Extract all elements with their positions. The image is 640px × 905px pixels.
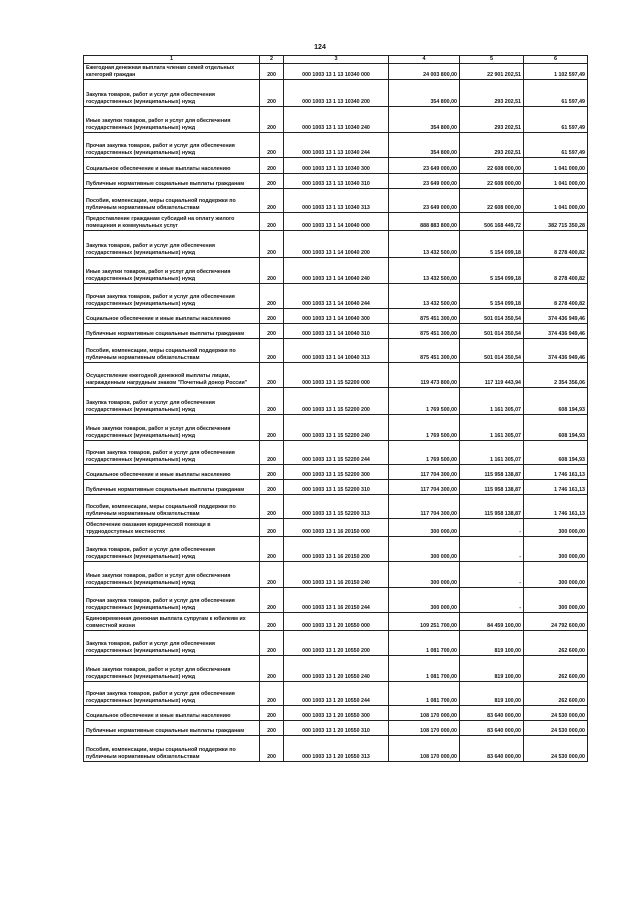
row-approved-amount: 354 800,00 bbox=[389, 107, 460, 133]
row-admin-code: 200 bbox=[260, 656, 284, 682]
row-admin-code: 200 bbox=[260, 519, 284, 537]
row-admin-code: 200 bbox=[260, 80, 284, 107]
row-approved-amount: 300 000,00 bbox=[389, 519, 460, 537]
row-unexecuted-amount: 1 102 597,49 bbox=[524, 64, 588, 80]
row-admin-code: 200 bbox=[260, 388, 284, 415]
row-approved-amount: 354 800,00 bbox=[389, 133, 460, 158]
row-executed-amount: 5 154 099,18 bbox=[460, 231, 524, 258]
row-name: Прочая закупка товаров, работ и услуг для обеспечения государственных (муниципальных) нужд bbox=[84, 682, 260, 706]
row-budget-code: 000 1003 13 1 15 52200 310 bbox=[284, 480, 389, 495]
row-budget-code: 000 1003 13 1 13 10340 300 bbox=[284, 158, 389, 174]
table-row bbox=[84, 706, 588, 721]
row-budget-code: 000 1003 13 1 14 10040 240 bbox=[284, 258, 389, 284]
row-executed-amount: - bbox=[460, 537, 524, 562]
row-approved-amount: 1 769 500,00 bbox=[389, 388, 460, 415]
row-admin-code: 200 bbox=[260, 284, 284, 309]
column-header: 5 bbox=[460, 56, 524, 64]
table-row bbox=[84, 80, 588, 107]
row-approved-amount: 109 251 700,00 bbox=[389, 613, 460, 631]
table-row bbox=[84, 631, 588, 656]
row-budget-code: 000 1003 13 1 16 20150 000 bbox=[284, 519, 389, 537]
row-name: Закупка товаров, работ и услуг для обеспечения государственных (муниципальных) нужд bbox=[84, 537, 260, 562]
row-admin-code: 200 bbox=[260, 309, 284, 324]
row-executed-amount: 115 958 138,87 bbox=[460, 480, 524, 495]
row-executed-amount: 819 100,00 bbox=[460, 631, 524, 656]
table-row bbox=[84, 339, 588, 363]
row-approved-amount: 117 704 300,00 bbox=[389, 465, 460, 480]
table-row bbox=[84, 656, 588, 682]
row-executed-amount: 293 202,51 bbox=[460, 107, 524, 133]
row-admin-code: 200 bbox=[260, 363, 284, 388]
row-budget-code: 000 1003 13 1 20 10550 244 bbox=[284, 682, 389, 706]
table-row bbox=[84, 133, 588, 158]
row-admin-code: 200 bbox=[260, 495, 284, 519]
row-unexecuted-amount: 262 600,00 bbox=[524, 631, 588, 656]
table-row bbox=[84, 588, 588, 613]
row-budget-code: 000 1003 13 1 15 52200 244 bbox=[284, 441, 389, 465]
row-budget-code: 000 1003 13 1 16 20150 240 bbox=[284, 562, 389, 588]
row-unexecuted-amount: 24 530 000,00 bbox=[524, 736, 588, 762]
row-unexecuted-amount: 300 000,00 bbox=[524, 519, 588, 537]
row-budget-code: 000 1003 13 1 15 52200 000 bbox=[284, 363, 389, 388]
row-unexecuted-amount: 8 278 400,82 bbox=[524, 258, 588, 284]
row-unexecuted-amount: 1 041 000,00 bbox=[524, 189, 588, 213]
row-approved-amount: 117 704 300,00 bbox=[389, 495, 460, 519]
row-admin-code: 200 bbox=[260, 324, 284, 339]
row-approved-amount: 24 003 800,00 bbox=[389, 64, 460, 80]
table-row bbox=[84, 613, 588, 631]
row-executed-amount: 117 119 443,94 bbox=[460, 363, 524, 388]
table-row bbox=[84, 682, 588, 706]
row-unexecuted-amount: 300 000,00 bbox=[524, 562, 588, 588]
row-name: Пособия, компенсации, меры социальной поддержки по публичным нормативным обязательствам bbox=[84, 495, 260, 519]
row-executed-amount: 115 958 138,87 bbox=[460, 465, 524, 480]
table-row bbox=[84, 480, 588, 495]
row-unexecuted-amount: 24 530 000,00 bbox=[524, 706, 588, 721]
row-name: Публичные нормативные социальные выплаты гражданам bbox=[84, 721, 260, 736]
row-unexecuted-amount: 24 792 600,00 bbox=[524, 613, 588, 631]
row-name: Социальное обеспечение и иные выплаты населению bbox=[84, 465, 260, 480]
table-row bbox=[84, 562, 588, 588]
table-row bbox=[84, 721, 588, 736]
row-name: Иные закупки товаров, работ и услуг для обеспечения государственных (муниципальных) нужд bbox=[84, 107, 260, 133]
row-name: Иные закупки товаров, работ и услуг для обеспечения государственных (муниципальных) нужд bbox=[84, 562, 260, 588]
row-unexecuted-amount: 61 597,49 bbox=[524, 107, 588, 133]
row-executed-amount: - bbox=[460, 519, 524, 537]
row-unexecuted-amount: 262 600,00 bbox=[524, 682, 588, 706]
table-row bbox=[84, 231, 588, 258]
row-name: Закупка товаров, работ и услуг для обеспечения государственных (муниципальных) нужд bbox=[84, 231, 260, 258]
row-name: Социальное обеспечение и иные выплаты населению bbox=[84, 706, 260, 721]
table-row bbox=[84, 64, 588, 80]
row-unexecuted-amount: 1 746 161,13 bbox=[524, 480, 588, 495]
row-approved-amount: 117 704 300,00 bbox=[389, 480, 460, 495]
row-admin-code: 200 bbox=[260, 721, 284, 736]
row-name: Социальное обеспечение и иные выплаты населению bbox=[84, 309, 260, 324]
row-admin-code: 200 bbox=[260, 562, 284, 588]
row-name: Прочая закупка товаров, работ и услуг для обеспечения государственных (муниципальных) нужд bbox=[84, 133, 260, 158]
row-admin-code: 200 bbox=[260, 537, 284, 562]
row-approved-amount: 300 000,00 bbox=[389, 588, 460, 613]
row-unexecuted-amount: 61 597,49 bbox=[524, 80, 588, 107]
row-budget-code: 000 1003 13 1 16 20150 200 bbox=[284, 537, 389, 562]
page-number: 124 bbox=[314, 44, 326, 51]
row-approved-amount: 23 649 000,00 bbox=[389, 189, 460, 213]
row-budget-code: 000 1003 13 1 16 20150 244 bbox=[284, 588, 389, 613]
table-row bbox=[84, 736, 588, 762]
row-budget-code: 000 1003 13 1 13 10340 313 bbox=[284, 189, 389, 213]
table-row bbox=[84, 441, 588, 465]
table-row bbox=[84, 388, 588, 415]
column-number-row bbox=[84, 56, 588, 64]
row-unexecuted-amount: 608 194,93 bbox=[524, 388, 588, 415]
row-executed-amount: 22 901 202,51 bbox=[460, 64, 524, 80]
row-name: Прочая закупка товаров, работ и услуг для обеспечения государственных (муниципальных) нужд bbox=[84, 284, 260, 309]
column-header: 1 bbox=[84, 56, 260, 64]
row-budget-code: 000 1003 13 1 15 52200 240 bbox=[284, 415, 389, 441]
row-name: Публичные нормативные социальные выплаты гражданам bbox=[84, 480, 260, 495]
row-budget-code: 000 1003 13 1 20 10550 240 bbox=[284, 656, 389, 682]
row-approved-amount: 300 000,00 bbox=[389, 537, 460, 562]
row-executed-amount: 501 014 350,54 bbox=[460, 324, 524, 339]
row-name: Единовременная денежная выплата супругам к юбилеям их совместной жизни bbox=[84, 613, 260, 631]
row-name: Иные закупки товаров, работ и услуг для обеспечения государственных (муниципальных) нужд bbox=[84, 258, 260, 284]
row-unexecuted-amount: 608 194,93 bbox=[524, 415, 588, 441]
row-budget-code: 000 1003 13 1 14 10040 300 bbox=[284, 309, 389, 324]
row-unexecuted-amount: 608 194,93 bbox=[524, 441, 588, 465]
row-admin-code: 200 bbox=[260, 480, 284, 495]
table-row bbox=[84, 324, 588, 339]
row-name: Прочая закупка товаров, работ и услуг для обеспечения государственных (муниципальных) нужд bbox=[84, 441, 260, 465]
table-row bbox=[84, 465, 588, 480]
table-row bbox=[84, 519, 588, 537]
row-name: Обеспечение оказания юридической помощи в труднодоступных местностях bbox=[84, 519, 260, 537]
row-executed-amount: 1 161 305,07 bbox=[460, 441, 524, 465]
row-unexecuted-amount: 1 746 161,13 bbox=[524, 495, 588, 519]
row-executed-amount: 83 640 000,00 bbox=[460, 721, 524, 736]
row-executed-amount: 506 168 449,72 bbox=[460, 213, 524, 231]
row-executed-amount: 22 608 000,00 bbox=[460, 158, 524, 174]
row-approved-amount: 1 081 700,00 bbox=[389, 656, 460, 682]
row-name: Пособия, компенсации, меры социальной поддержки по публичным нормативным обязательствам bbox=[84, 189, 260, 213]
row-approved-amount: 108 170 000,00 bbox=[389, 736, 460, 762]
row-name: Ежегодная денежная выплата членам семей отдельных категорий граждан bbox=[84, 64, 260, 80]
row-approved-amount: 13 432 500,00 bbox=[389, 231, 460, 258]
row-executed-amount: - bbox=[460, 588, 524, 613]
row-unexecuted-amount: 374 436 949,46 bbox=[524, 339, 588, 363]
table-row bbox=[84, 258, 588, 284]
row-unexecuted-amount: 24 530 000,00 bbox=[524, 721, 588, 736]
row-budget-code: 000 1003 13 1 14 10040 000 bbox=[284, 213, 389, 231]
row-budget-code: 000 1003 13 1 15 52200 200 bbox=[284, 388, 389, 415]
row-approved-amount: 119 473 800,00 bbox=[389, 363, 460, 388]
row-budget-code: 000 1003 13 1 20 10550 310 bbox=[284, 721, 389, 736]
row-executed-amount: 1 161 305,07 bbox=[460, 415, 524, 441]
budget-execution-table bbox=[83, 55, 588, 762]
row-admin-code: 200 bbox=[260, 213, 284, 231]
row-budget-code: 000 1003 13 1 13 10340 240 bbox=[284, 107, 389, 133]
table-row bbox=[84, 363, 588, 388]
row-unexecuted-amount: 262 600,00 bbox=[524, 656, 588, 682]
row-executed-amount: - bbox=[460, 562, 524, 588]
row-executed-amount: 84 459 100,00 bbox=[460, 613, 524, 631]
row-admin-code: 200 bbox=[260, 189, 284, 213]
row-executed-amount: 501 014 350,54 bbox=[460, 339, 524, 363]
row-unexecuted-amount: 8 278 400,82 bbox=[524, 284, 588, 309]
table-row bbox=[84, 537, 588, 562]
row-name: Прочая закупка товаров, работ и услуг для обеспечения государственных (муниципальных) нужд bbox=[84, 588, 260, 613]
table-row bbox=[84, 107, 588, 133]
row-budget-code: 000 1003 13 1 20 10550 300 bbox=[284, 706, 389, 721]
row-executed-amount: 83 640 000,00 bbox=[460, 736, 524, 762]
row-executed-amount: 22 608 000,00 bbox=[460, 189, 524, 213]
row-name: Предоставление гражданам субсидий на оплату жилого помещения и коммунальных услуг bbox=[84, 213, 260, 231]
row-approved-amount: 300 000,00 bbox=[389, 562, 460, 588]
table-row bbox=[84, 309, 588, 324]
row-budget-code: 000 1003 13 1 20 10550 200 bbox=[284, 631, 389, 656]
row-executed-amount: 115 958 138,87 bbox=[460, 495, 524, 519]
row-unexecuted-amount: 300 000,00 bbox=[524, 588, 588, 613]
row-unexecuted-amount: 382 715 350,28 bbox=[524, 213, 588, 231]
row-approved-amount: 23 649 000,00 bbox=[389, 174, 460, 189]
row-budget-code: 000 1003 13 1 14 10040 310 bbox=[284, 324, 389, 339]
table-row bbox=[84, 158, 588, 174]
row-name: Закупка товаров, работ и услуг для обеспечения государственных (муниципальных) нужд bbox=[84, 388, 260, 415]
row-unexecuted-amount: 1 041 000,00 bbox=[524, 158, 588, 174]
row-executed-amount: 1 161 305,07 bbox=[460, 388, 524, 415]
row-budget-code: 000 1003 13 1 13 10340 000 bbox=[284, 64, 389, 80]
row-approved-amount: 354 800,00 bbox=[389, 80, 460, 107]
table-row bbox=[84, 415, 588, 441]
row-unexecuted-amount: 8 278 400,82 bbox=[524, 231, 588, 258]
table-row bbox=[84, 213, 588, 231]
row-budget-code: 000 1003 13 1 20 10550 313 bbox=[284, 736, 389, 762]
row-unexecuted-amount: 1 746 161,13 bbox=[524, 465, 588, 480]
row-approved-amount: 13 432 500,00 bbox=[389, 258, 460, 284]
row-admin-code: 200 bbox=[260, 682, 284, 706]
row-executed-amount: 293 202,51 bbox=[460, 80, 524, 107]
row-unexecuted-amount: 300 000,00 bbox=[524, 537, 588, 562]
row-approved-amount: 875 451 300,00 bbox=[389, 339, 460, 363]
row-name: Пособия, компенсации, меры социальной поддержки по публичным нормативным обязательствам bbox=[84, 736, 260, 762]
row-unexecuted-amount: 1 041 000,00 bbox=[524, 174, 588, 189]
row-admin-code: 200 bbox=[260, 415, 284, 441]
column-header: 2 bbox=[260, 56, 284, 64]
row-approved-amount: 108 170 000,00 bbox=[389, 706, 460, 721]
row-budget-code: 000 1003 13 1 13 10340 244 bbox=[284, 133, 389, 158]
row-name: Иные закупки товаров, работ и услуг для обеспечения государственных (муниципальных) нужд bbox=[84, 415, 260, 441]
table-row bbox=[84, 189, 588, 213]
row-budget-code: 000 1003 13 1 14 10040 244 bbox=[284, 284, 389, 309]
row-budget-code: 000 1003 13 1 15 52200 300 bbox=[284, 465, 389, 480]
row-executed-amount: 819 100,00 bbox=[460, 656, 524, 682]
row-approved-amount: 108 170 000,00 bbox=[389, 721, 460, 736]
row-admin-code: 200 bbox=[260, 441, 284, 465]
row-name: Закупка товаров, работ и услуг для обеспечения государственных (муниципальных) нужд bbox=[84, 80, 260, 107]
row-approved-amount: 13 432 500,00 bbox=[389, 284, 460, 309]
column-header: 3 bbox=[284, 56, 389, 64]
row-admin-code: 200 bbox=[260, 588, 284, 613]
row-executed-amount: 83 640 000,00 bbox=[460, 706, 524, 721]
row-approved-amount: 1 769 500,00 bbox=[389, 415, 460, 441]
row-executed-amount: 5 154 099,18 bbox=[460, 258, 524, 284]
row-name: Социальное обеспечение и иные выплаты населению bbox=[84, 158, 260, 174]
row-admin-code: 200 bbox=[260, 706, 284, 721]
row-budget-code: 000 1003 13 1 14 10040 200 bbox=[284, 231, 389, 258]
row-admin-code: 200 bbox=[260, 133, 284, 158]
row-name: Иные закупки товаров, работ и услуг для обеспечения государственных (муниципальных) нужд bbox=[84, 656, 260, 682]
row-budget-code: 000 1003 13 1 13 10340 200 bbox=[284, 80, 389, 107]
table-row bbox=[84, 174, 588, 189]
row-executed-amount: 819 100,00 bbox=[460, 682, 524, 706]
row-approved-amount: 1 081 700,00 bbox=[389, 631, 460, 656]
row-admin-code: 200 bbox=[260, 107, 284, 133]
row-executed-amount: 293 202,51 bbox=[460, 133, 524, 158]
row-name: Закупка товаров, работ и услуг для обеспечения государственных (муниципальных) нужд bbox=[84, 631, 260, 656]
row-admin-code: 200 bbox=[260, 258, 284, 284]
row-executed-amount: 501 014 350,54 bbox=[460, 309, 524, 324]
row-executed-amount: 5 154 099,18 bbox=[460, 284, 524, 309]
row-unexecuted-amount: 2 354 356,06 bbox=[524, 363, 588, 388]
row-admin-code: 200 bbox=[260, 339, 284, 363]
row-unexecuted-amount: 374 436 949,46 bbox=[524, 309, 588, 324]
row-executed-amount: 22 608 000,00 bbox=[460, 174, 524, 189]
column-header: 6 bbox=[524, 56, 588, 64]
row-name: Осуществление ежегодной денежной выплаты лицам, награжденным нагрудным знаком "Почетный донор России" bbox=[84, 363, 260, 388]
row-approved-amount: 1 081 700,00 bbox=[389, 682, 460, 706]
row-budget-code: 000 1003 13 1 20 10550 000 bbox=[284, 613, 389, 631]
row-admin-code: 200 bbox=[260, 613, 284, 631]
row-budget-code: 000 1003 13 1 15 52200 313 bbox=[284, 495, 389, 519]
row-name: Пособия, компенсации, меры социальной поддержки по публичным нормативным обязательствам bbox=[84, 339, 260, 363]
row-approved-amount: 23 649 000,00 bbox=[389, 158, 460, 174]
row-budget-code: 000 1003 13 1 13 10340 310 bbox=[284, 174, 389, 189]
row-name: Публичные нормативные социальные выплаты гражданам bbox=[84, 174, 260, 189]
row-unexecuted-amount: 374 436 949,46 bbox=[524, 324, 588, 339]
row-admin-code: 200 bbox=[260, 231, 284, 258]
table-row bbox=[84, 284, 588, 309]
row-admin-code: 200 bbox=[260, 736, 284, 762]
row-approved-amount: 875 451 300,00 bbox=[389, 309, 460, 324]
row-budget-code: 000 1003 13 1 14 10040 313 bbox=[284, 339, 389, 363]
column-header: 4 bbox=[389, 56, 460, 64]
row-admin-code: 200 bbox=[260, 465, 284, 480]
row-approved-amount: 1 769 500,00 bbox=[389, 441, 460, 465]
row-admin-code: 200 bbox=[260, 631, 284, 656]
table-row bbox=[84, 495, 588, 519]
row-approved-amount: 875 451 300,00 bbox=[389, 324, 460, 339]
row-approved-amount: 888 883 800,00 bbox=[389, 213, 460, 231]
row-name: Публичные нормативные социальные выплаты гражданам bbox=[84, 324, 260, 339]
row-admin-code: 200 bbox=[260, 64, 284, 80]
row-unexecuted-amount: 61 597,49 bbox=[524, 133, 588, 158]
row-admin-code: 200 bbox=[260, 158, 284, 174]
row-admin-code: 200 bbox=[260, 174, 284, 189]
